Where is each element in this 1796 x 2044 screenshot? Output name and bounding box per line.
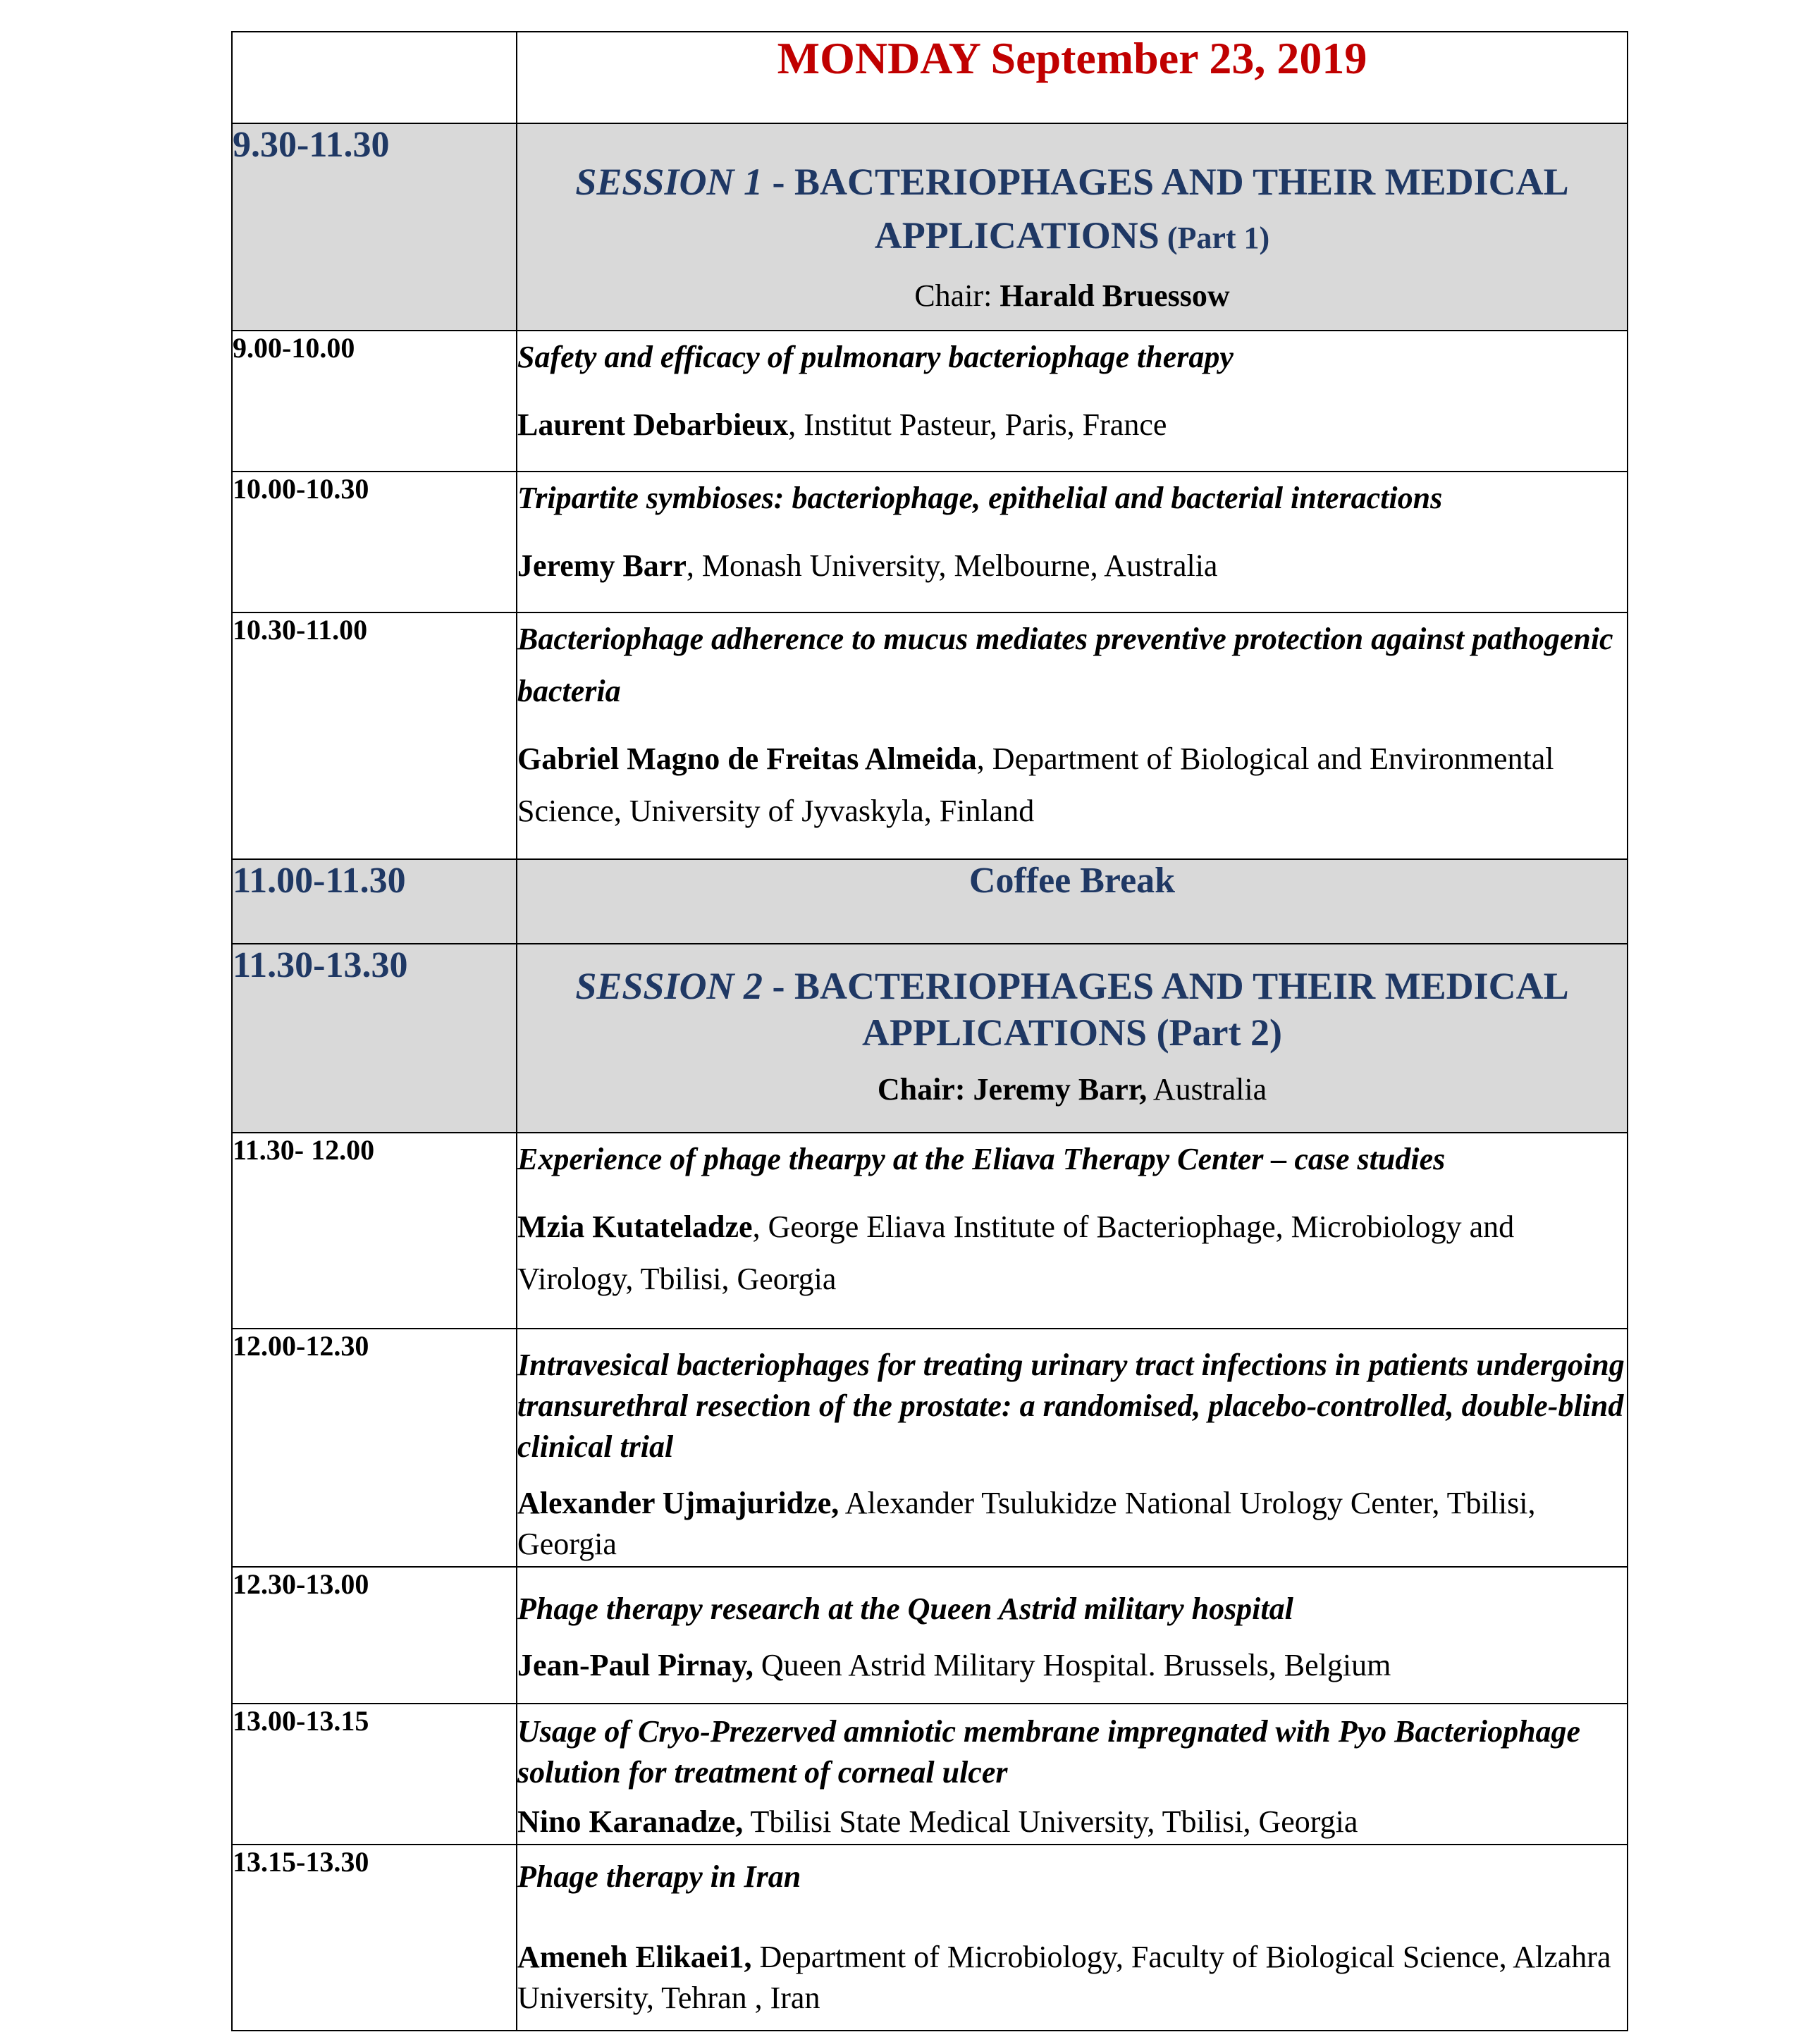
speaker-name: Mzia Kutateladze — [517, 1209, 753, 1244]
talk-time: 10.30-11.00 — [232, 612, 517, 859]
speaker-affiliation: , Department of Biological and Environmental Science, University of Jyvaskyla, Finland — [517, 741, 1554, 828]
title-empty-cell — [232, 32, 517, 123]
coffee-time: 11.00-11.30 — [232, 859, 517, 944]
session-title-text: - BACTERIOPHAGES AND THEIR MEDICAL APPLICATIONS (Part 2) — [762, 965, 1569, 1054]
speaker-affiliation: , George Eliava Institute of Bacteriophage, Microbiology and Virology, Tbilisi, Georgia — [517, 1209, 1515, 1296]
session-chair — [517, 1059, 1627, 1121]
talk-row — [232, 472, 1628, 612]
speaker-name: Laurent Debarbieux — [517, 407, 789, 442]
talk-speaker-line — [517, 1201, 1627, 1305]
session-info — [517, 944, 1628, 1133]
talk-time: 11.30- 12.00 — [232, 1133, 517, 1329]
title-row — [232, 32, 1628, 123]
chair-suffix: Australia — [1147, 1072, 1267, 1107]
speaker-affiliation: , Monash University, Melbourne, Australia — [686, 548, 1218, 583]
speaker-affiliation: Department of Microbiology, Faculty of Biological Science, Alzahra University, Tehran , Iran — [517, 1940, 1611, 2015]
chair-name: Jeremy Barr, — [973, 1072, 1148, 1107]
chair-prefix: Chair: — [914, 278, 1000, 313]
talk-time: 13.00-13.15 — [232, 1704, 517, 1845]
speaker-affiliation: Tbilisi State Medical University, Tbilisi, Georgia — [743, 1804, 1358, 1839]
speaker-affiliation: Queen Astrid Military Hospital. Brussels, Belgium — [753, 1648, 1391, 1682]
program-table — [231, 31, 1628, 2031]
talk-row — [232, 612, 1628, 859]
talk-speaker-line — [517, 540, 1627, 592]
day-title: MONDAY September 23, 2019 — [517, 32, 1628, 123]
talk-title: Phage therapy research at the Queen Astrid military hospital — [517, 1592, 1293, 1626]
talk-row — [232, 331, 1628, 472]
talk-time: 9.00-10.00 — [232, 331, 517, 472]
speaker-name: Jeremy Barr — [517, 548, 687, 583]
talk-row — [232, 1567, 1628, 1704]
talk-title: Experience of phage thearpy at the Eliava Therapy Center – case studies — [517, 1142, 1446, 1176]
session-info — [517, 123, 1628, 331]
talk-row — [232, 1329, 1628, 1567]
talk-info — [517, 1567, 1628, 1704]
talk-info — [517, 1133, 1628, 1329]
talk-speaker-line — [517, 1800, 1627, 1844]
talk-title: Usage of Cryo-Prezerved amniotic membrane impregnated with Pyo Bacteriophage solution for treatment of corneal ulcer — [517, 1714, 1581, 1790]
talk-speaker-line — [517, 1639, 1627, 1692]
talk-speaker-line — [517, 1937, 1627, 2019]
speaker-name: Ameneh Elikaei1, — [517, 1940, 752, 1974]
session-title — [517, 124, 1627, 265]
speaker-affiliation: , Institut Pasteur, Paris, France — [788, 407, 1167, 442]
speaker-name: Jean-Paul Pirnay, — [517, 1648, 754, 1682]
talk-title: Intravesical bacteriophages for treating urinary tract infections in patients undergoing transurethral resection of the prostate: a randomised, placebo-controlled, double-blind clinical trial — [517, 1348, 1625, 1464]
talk-info — [517, 1845, 1628, 2031]
speaker-affiliation: Alexander Tsulukidze National Urology Center, Tbilisi, Georgia — [517, 1486, 1536, 1561]
chair-prefix: Chair: — [877, 1072, 973, 1107]
session-time: 11.30-13.30 — [232, 944, 517, 1133]
talk-info — [517, 612, 1628, 859]
speaker-name: Nino Karanadze, — [517, 1804, 744, 1839]
talk-row — [232, 1133, 1628, 1329]
session-label: SESSION 1 — [575, 161, 763, 203]
session-title — [517, 944, 1627, 1059]
talk-info — [517, 1704, 1628, 1845]
coffee-label: Coffee Break — [517, 859, 1628, 944]
session-title-text: - BACTERIOPHAGES AND THEIR MEDICAL APPLICATIONS — [762, 161, 1569, 257]
talk-info — [517, 1329, 1628, 1567]
speaker-name: Alexander Ujmajuridze, — [517, 1486, 839, 1520]
talk-speaker-line — [517, 399, 1627, 451]
session-part: (Part 1) — [1159, 221, 1270, 255]
session-header-row — [232, 123, 1628, 331]
talk-info — [517, 472, 1628, 612]
talk-time: 12.30-13.00 — [232, 1567, 517, 1704]
talk-row — [232, 1845, 1628, 2031]
chair-name: Harald Bruessow — [1000, 278, 1230, 313]
session-chair — [517, 265, 1627, 328]
talk-title: Bacteriophage adherence to mucus mediates preventive protection against pathogenic bacteria — [517, 622, 1613, 708]
talk-speaker-line — [517, 1483, 1627, 1565]
talk-title: Tripartite symbioses: bacteriophage, epithelial and bacterial interactions — [517, 481, 1443, 515]
talk-title: Safety and efficacy of pulmonary bacteriophage therapy — [517, 340, 1234, 374]
talk-time: 10.00-10.30 — [232, 472, 517, 612]
talk-row — [232, 1704, 1628, 1845]
session-time: 9.30-11.30 — [232, 123, 517, 331]
talk-speaker-line — [517, 733, 1627, 837]
talk-info — [517, 331, 1628, 472]
session-label: SESSION 2 — [575, 965, 763, 1007]
talk-time: 12.00-12.30 — [232, 1329, 517, 1567]
talk-title: Phage therapy in Iran — [517, 1859, 801, 1894]
talk-time: 13.15-13.30 — [232, 1845, 517, 2031]
coffee-break-row — [232, 859, 1628, 944]
speaker-name: Gabriel Magno de Freitas Almeida — [517, 741, 977, 776]
session-header-row — [232, 944, 1628, 1133]
